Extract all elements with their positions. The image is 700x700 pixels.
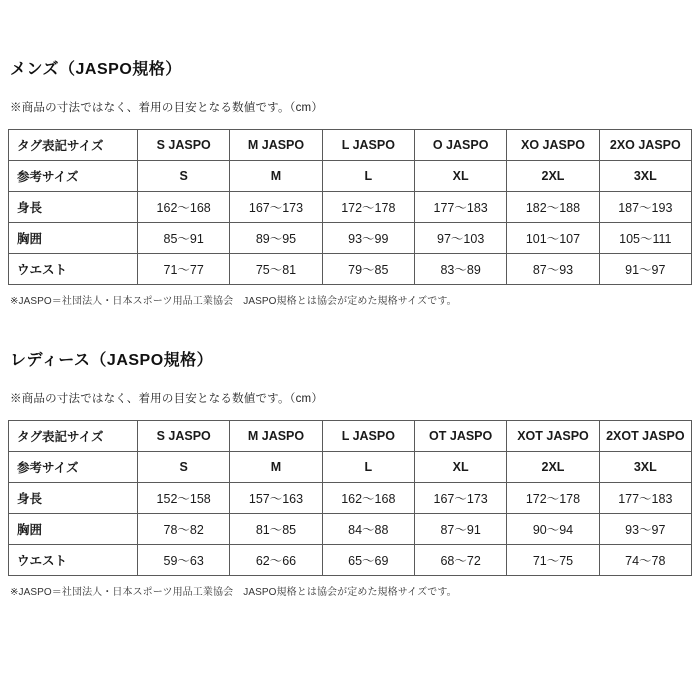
row-header-chest: 胸囲 [9,223,138,254]
column-header-tag-size: タグ表記サイズ [9,421,138,452]
cell: 59〜63 [138,545,230,576]
cell: 85〜91 [138,223,230,254]
cell: 62〜66 [230,545,322,576]
table-row [9,514,692,545]
row-header-waist: ウエスト [9,545,138,576]
cell: 172〜178 [507,483,599,514]
column-header-xo: XO JASPO [507,130,599,161]
cell: 75〜81 [230,254,322,285]
table-row [9,452,692,483]
row-header-chest: 胸囲 [9,514,138,545]
cell: 93〜97 [599,514,691,545]
column-header-tag-size: タグ表記サイズ [9,130,138,161]
men-size-section [8,0,692,307]
cell: 93〜99 [322,223,414,254]
cell: 79〜85 [322,254,414,285]
column-header-o: O JASPO [414,130,506,161]
cell: 71〜75 [507,545,599,576]
cell: XL [414,161,506,192]
cell: 177〜183 [414,192,506,223]
cell: 91〜97 [599,254,691,285]
men-section-title: メンズ（JASPO規格） [10,61,182,78]
women-table-footnote: ※JASPO＝社団法人・日本スポーツ用品工業協会 JASPO規格とは協会が定めた規格サイズです。 [10,587,457,598]
table-header-row [9,421,692,452]
table-row [9,483,692,514]
cell: 89〜95 [230,223,322,254]
cell: 152〜158 [138,483,230,514]
women-section-title: レディース（JASPO規格） [10,352,214,369]
table-row [9,254,692,285]
cell: 101〜107 [507,223,599,254]
column-header-m: M JASPO [230,130,322,161]
men-table-footnote: ※JASPO＝社団法人・日本スポーツ用品工業協会 JASPO規格とは協会が定めた規格サイズです。 [10,296,457,307]
table-row [9,223,692,254]
cell: 2XL [507,452,599,483]
cell: 177〜183 [599,483,691,514]
cell: 182〜188 [507,192,599,223]
cell: S [138,161,230,192]
cell: 97〜103 [414,223,506,254]
row-header-reference-size: 参考サイズ [9,452,138,483]
column-header-2xot: 2XOT JASPO [599,421,691,452]
column-header-s: S JASPO [138,130,230,161]
cell: 87〜91 [414,514,506,545]
men-size-table [8,129,692,285]
cell: 172〜178 [322,192,414,223]
cell: L [322,161,414,192]
cell: 65〜69 [322,545,414,576]
cell: 187〜193 [599,192,691,223]
table-row [9,545,692,576]
cell: 162〜168 [138,192,230,223]
cell: 157〜163 [230,483,322,514]
women-size-section [8,307,692,598]
cell: M [230,452,322,483]
cell: 84〜88 [322,514,414,545]
cell: S [138,452,230,483]
cell: 2XL [507,161,599,192]
column-header-m: M JASPO [230,421,322,452]
table-row [9,192,692,223]
cell: 167〜173 [414,483,506,514]
men-section-note: ※商品の寸法ではなく、着用の目安となる数値です。（cm） [10,102,324,114]
column-header-l: L JASPO [322,130,414,161]
cell: 90〜94 [507,514,599,545]
column-header-2xo: 2XO JASPO [599,130,691,161]
women-size-table [8,420,692,576]
cell: 3XL [599,452,691,483]
cell: XL [414,452,506,483]
row-header-waist: ウエスト [9,254,138,285]
cell: 71〜77 [138,254,230,285]
column-header-ot: OT JASPO [414,421,506,452]
cell: 167〜173 [230,192,322,223]
table-header-row [9,130,692,161]
cell: 162〜168 [322,483,414,514]
cell: 74〜78 [599,545,691,576]
column-header-s: S JASPO [138,421,230,452]
cell: 83〜89 [414,254,506,285]
row-header-reference-size: 参考サイズ [9,161,138,192]
cell: 3XL [599,161,691,192]
cell: M [230,161,322,192]
column-header-l: L JASPO [322,421,414,452]
row-header-height: 身長 [9,483,138,514]
cell: 68〜72 [414,545,506,576]
cell: 81〜85 [230,514,322,545]
cell: 87〜93 [507,254,599,285]
women-section-note: ※商品の寸法ではなく、着用の目安となる数値です。（cm） [10,393,324,405]
column-header-xot: XOT JASPO [507,421,599,452]
row-header-height: 身長 [9,192,138,223]
table-row [9,161,692,192]
cell: L [322,452,414,483]
cell: 105〜111 [599,223,691,254]
cell: 78〜82 [138,514,230,545]
